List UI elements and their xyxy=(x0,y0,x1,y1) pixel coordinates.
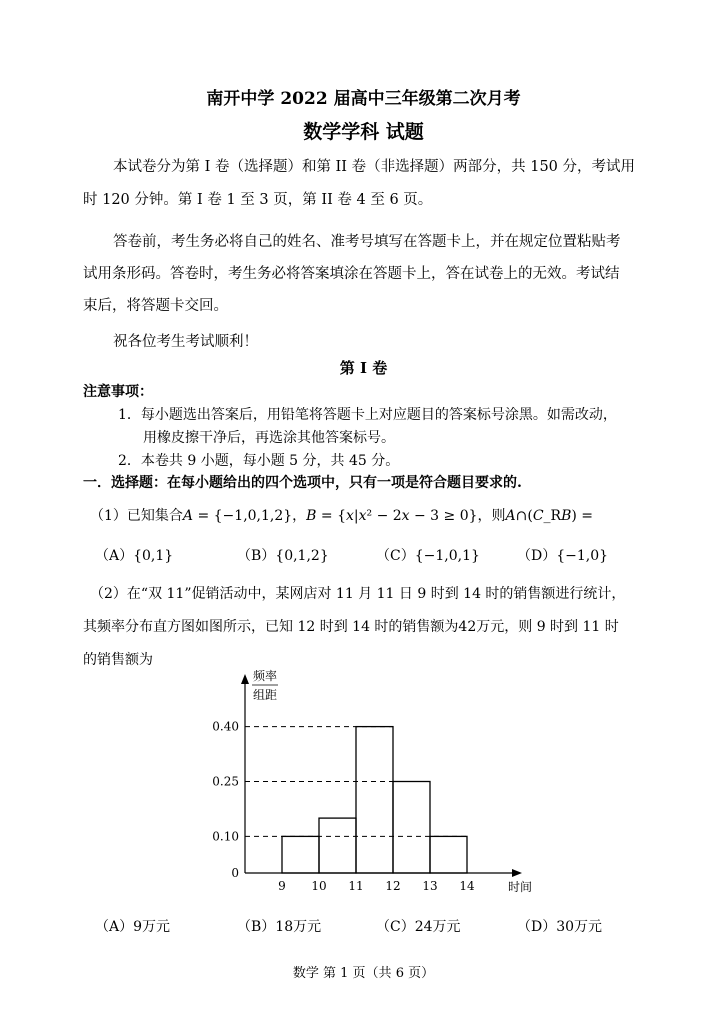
x-tick-label: 13 xyxy=(422,879,438,893)
note2: 2．本卷共 9 小题，每小题 5 分，共 45 分。 xyxy=(118,453,400,469)
intro-p1-line1: 本试卷分为第 I 卷（选择题）和第 II 卷（非选择题）两部分，共 150 分，考试用 xyxy=(113,159,636,175)
y-axis-arrow xyxy=(241,674,249,684)
x-tick-label: 9 xyxy=(278,879,286,893)
intro-p2-line3: 束后，将答题卡交回。 xyxy=(83,298,228,314)
x-axis-arrow xyxy=(512,869,522,877)
hist-bar-2 xyxy=(356,727,393,873)
intro-p1-line2: 时 120 分钟。第 I 卷 1 至 3 页，第 II 卷 4 至 6 页。 xyxy=(83,192,433,208)
q1-stem: （1）已知集合𝐴 = {−1,0,1,2}，𝐵 = {𝑥|𝑥² − 2𝑥 − 3 ≥ 0}，则𝐴∩(𝐶_R𝐵) = xyxy=(90,508,594,524)
x-tick-label: 14 xyxy=(459,879,475,893)
section-title: 第 I 卷 xyxy=(339,359,388,377)
y-tick-label: 0 xyxy=(231,866,239,880)
intro-p2-line1: 答卷前，考生务必将自己的姓名、准考号填写在答题卡上，并在规定位置粘贴考 xyxy=(113,234,621,250)
q2-option-d: （D）30万元 xyxy=(517,919,603,935)
hist-bar-0 xyxy=(282,836,319,873)
intro-p2-line2: 试用条形码。答卷时，考生务必将答案填涂在答题卡上，答在试卷上的无效。考试结 xyxy=(83,266,620,282)
q1-option-a: （A）{0,1} xyxy=(95,548,174,564)
q2-line3: 的销售额为 xyxy=(83,652,153,668)
x-tick-label: 11 xyxy=(348,879,364,893)
y-axis-label-bottom: 组距 xyxy=(253,688,278,702)
q2-option-c: （C）24万元 xyxy=(376,919,461,935)
q1-option-b: （B）{0,1,2} xyxy=(237,548,329,564)
y-axis-label-top: 频率 xyxy=(253,669,278,683)
part-heading: 一．选择题：在每小题给出的四个选项中，只有一项是符合题目要求的. xyxy=(83,475,522,491)
q2-line1: （2）在“双 11”促销活动中，某网店对 11 月 11 日 9 时到 14 时的销售额进行统计， xyxy=(90,586,626,602)
y-tick-label: 0.25 xyxy=(212,774,239,789)
note1-line1: 1．每小题选出答案后，用铅笔将答题卡上对应题目的答案标号涂黑。如需改动， xyxy=(118,407,617,423)
hist-bar-1 xyxy=(319,818,356,873)
q2-option-b: （B）18万元 xyxy=(237,919,322,935)
notes-heading: 注意事项： xyxy=(83,384,153,400)
q1-option-d: （D）{−1,0} xyxy=(517,548,609,564)
hist-bar-4 xyxy=(430,836,467,873)
q1-option-c: （C）{−1,0,1} xyxy=(376,548,480,564)
q2-option-a: （A）9万元 xyxy=(95,919,171,935)
x-axis-label: 时间 xyxy=(507,880,533,894)
x-tick-label: 12 xyxy=(385,879,401,893)
exam-subtitle: 数学学科 试题 xyxy=(303,121,424,143)
intro-wish: 祝各位考生考试顺利！ xyxy=(113,334,258,350)
x-tick-label: 10 xyxy=(311,879,327,893)
q2-line2: 其频率分布直方图如图所示，已知 12 时到 14 时的销售额为42万元，则 9 时到 11 时 xyxy=(83,619,619,635)
page-footer: 数学 第 1 页（共 6 页） xyxy=(292,966,435,981)
exam-title: 南开中学 2022 届高中三年级第二次月考 xyxy=(206,89,521,109)
hist-bar-3 xyxy=(393,782,430,874)
y-tick-label: 0.10 xyxy=(212,829,239,844)
y-tick-label: 0.40 xyxy=(212,719,239,734)
note1-line2: 用橡皮擦干净后，再选涂其他答案标号。 xyxy=(143,430,395,446)
histogram-chart xyxy=(200,669,533,902)
